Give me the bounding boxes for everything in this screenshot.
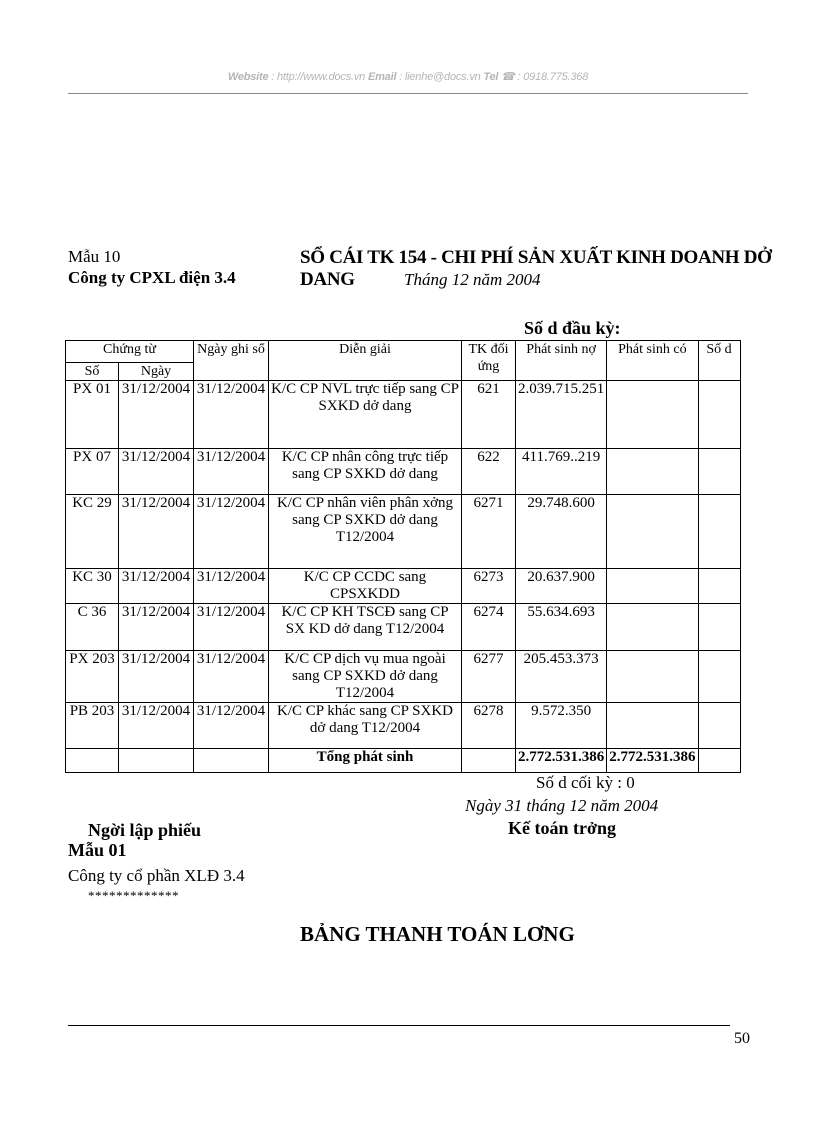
table-row (66, 495, 741, 569)
cell-credit (607, 381, 698, 449)
cell-debit: 9.572.350 (516, 703, 607, 749)
cell-desc: K/C CP nhân công trực tiếp sang CP SXKD dở dang (269, 449, 462, 495)
page-number: 50 (734, 1030, 750, 1047)
col-debit: Phát sinh nợ (516, 341, 607, 381)
cell-posted: 31/12/2004 (194, 703, 269, 749)
cell-desc: K/C CP CCDC sang CPSXKDD (269, 569, 462, 604)
cell-credit (607, 449, 698, 495)
cell-balance (698, 381, 740, 449)
table-row (66, 651, 741, 703)
table-row (66, 569, 741, 604)
cell-no: KC 30 (66, 569, 119, 604)
cell-no: PX 01 (66, 381, 119, 449)
ledger-period: Tháng 12 năm 2004 (404, 270, 541, 289)
total-debit: 2.772.531.386 (516, 749, 607, 773)
star-separator: ************* (88, 888, 179, 903)
col-voucher-no: Số (66, 363, 119, 381)
phone-icon: ☎ (501, 71, 515, 83)
cell-desc: K/C CP khác sang CP SXKD dở dang T12/2004 (269, 703, 462, 749)
form-number: Mẫu 10 (68, 247, 121, 266)
cell-date: 31/12/2004 (119, 604, 194, 651)
company-name: Công ty CPXL điện 3.4 (68, 268, 236, 287)
opening-balance: Số d đầu kỳ: (524, 318, 621, 338)
cell-credit (607, 604, 698, 651)
cell-date: 31/12/2004 (119, 569, 194, 604)
cell-balance (698, 449, 740, 495)
col-credit: Phát sinh có (607, 341, 698, 381)
website-header (68, 70, 748, 83)
col-voucher-date: Ngày (119, 363, 194, 381)
cell-date: 31/12/2004 (119, 703, 194, 749)
cell-acct: 6271 (462, 495, 516, 569)
cell-debit: 205.453.373 (516, 651, 607, 703)
cell-debit: 29.748.600 (516, 495, 607, 569)
website-url: : http://www.docs.vn (271, 71, 366, 83)
total-credit: 2.772.531.386 (607, 749, 698, 773)
cell-no: PB 203 (66, 703, 119, 749)
cell-date: 31/12/2004 (119, 381, 194, 449)
cell-date: 31/12/2004 (119, 495, 194, 569)
website-label: Website (227, 71, 269, 83)
cell-desc: K/C CP NVL trực tiếp sang CP SXKD dở dang (269, 381, 462, 449)
cell-desc: K/C CP nhân viên phân xởng sang CP SXKD dở dang T12/2004 (269, 495, 462, 569)
next-company-name: Công ty cổ phần XLĐ 3.4 (68, 866, 245, 885)
total-row (66, 749, 741, 773)
cell-acct: 6278 (462, 703, 516, 749)
cell-no: PX 07 (66, 449, 119, 495)
cell-credit (607, 651, 698, 703)
cell-desc: K/C CP KH TSCĐ sang CP SX KD dở dang T12/2004 (269, 604, 462, 651)
cell-debit: 20.637.900 (516, 569, 607, 604)
email-label: Email (367, 71, 397, 83)
preparer-label: Ngời lập phiếu (88, 820, 202, 840)
table-header-row (66, 341, 741, 363)
col-posting-date: Ngày ghi sổ (194, 341, 269, 381)
col-balance: Số d (698, 341, 740, 381)
cell-credit (607, 703, 698, 749)
cell-posted: 31/12/2004 (194, 495, 269, 569)
cell-date: 31/12/2004 (119, 651, 194, 703)
cell-posted: 31/12/2004 (194, 651, 269, 703)
cell-acct: 621 (462, 381, 516, 449)
email-value: : lienhe@docs.vn (399, 71, 481, 83)
ledger-title: SỔ CÁI TK 154 - CHI PHÍ SẢN XUẤT KINH DOANH DỞ DANG (300, 247, 772, 290)
cell-credit (607, 495, 698, 569)
cell-desc: K/C CP dịch vụ mua ngoài sang CP SXKD dở dang T12/2004 (269, 651, 462, 703)
cell-balance (698, 651, 740, 703)
payroll-title: BẢNG THANH TOÁN LƠNG (300, 922, 575, 946)
table-row (66, 703, 741, 749)
cell-no: KC 29 (66, 495, 119, 569)
cell-debit: 2.039.715.251 (516, 381, 607, 449)
col-contra-account: TK đối ứng (462, 341, 516, 381)
col-description: Diễn giải (269, 341, 462, 381)
header-divider (68, 93, 748, 94)
cell-date: 31/12/2004 (119, 449, 194, 495)
cell-posted: 31/12/2004 (194, 604, 269, 651)
table-row (66, 449, 741, 495)
cell-acct: 6277 (462, 651, 516, 703)
next-form-number: Mẫu 01 (68, 840, 127, 860)
cell-acct: 6273 (462, 569, 516, 604)
cell-balance (698, 569, 740, 604)
cell-debit: 411.769..219 (516, 449, 607, 495)
cell-acct: 6274 (462, 604, 516, 651)
closing-balance: Số d cối kỳ : 0 (536, 773, 635, 792)
cell-balance (698, 703, 740, 749)
cell-balance (698, 604, 740, 651)
table-row (66, 381, 741, 449)
footer-divider (68, 1025, 730, 1026)
table-row (66, 604, 741, 651)
cell-debit: 55.634.693 (516, 604, 607, 651)
tel-label: Tel (483, 71, 499, 83)
chief-accountant-label: Kế toán trởng (508, 818, 616, 838)
cell-no: C 36 (66, 604, 119, 651)
ledger-table (65, 340, 741, 773)
cell-no: PX 203 (66, 651, 119, 703)
cell-credit (607, 569, 698, 604)
cell-balance (698, 495, 740, 569)
cell-posted: 31/12/2004 (194, 569, 269, 604)
sign-date: Ngày 31 tháng 12 năm 2004 (465, 796, 659, 815)
cell-posted: 31/12/2004 (194, 381, 269, 449)
tel-value: : 0918.775.368 (517, 71, 589, 83)
total-label: Tổng phát sinh (269, 749, 462, 773)
cell-posted: 31/12/2004 (194, 449, 269, 495)
cell-acct: 622 (462, 449, 516, 495)
col-voucher: Chứng từ (66, 341, 194, 363)
